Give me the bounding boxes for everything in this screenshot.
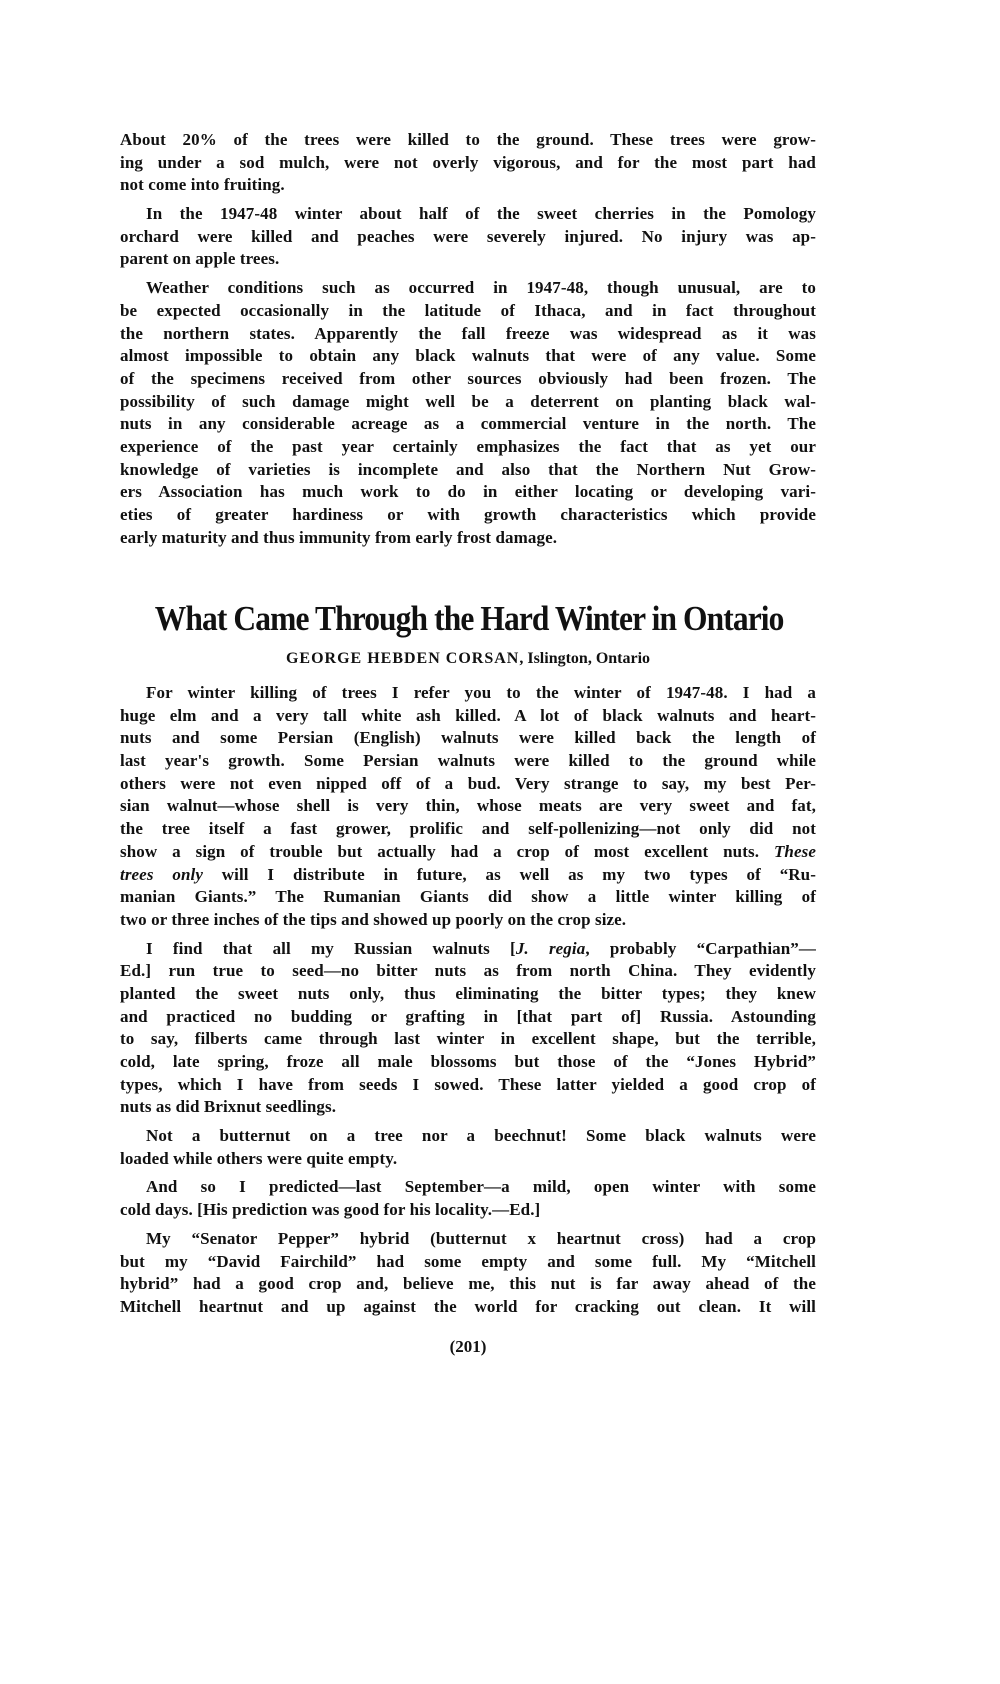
text-line: ing under a sod mulch, were not overly vigorous, and for the most part had bbox=[120, 152, 816, 172]
text-line: to say, filberts came through last winter in excellent shape, but the terrible, bbox=[120, 1029, 816, 1049]
text-line: huge elm and a very tall white ash killed. A lot of black walnuts and heart- bbox=[120, 705, 816, 725]
text-line: In the 1947-48 winter about half of the sweet cherries in the Pomology bbox=[146, 204, 816, 224]
text-line: Not a butternut on a tree nor a beechnut! Some black walnuts were bbox=[146, 1126, 816, 1146]
text-line: others were not even nipped off of a bud. Very strange to say, my best Per- bbox=[120, 773, 816, 793]
text-line: nuts as did Brixnut seedlings. bbox=[120, 1097, 337, 1117]
text-line: ers Association has much work to do in either locating or developing vari- bbox=[120, 482, 816, 502]
paragraph bbox=[120, 938, 816, 1120]
text-line: but my “David Fairchild” had some empty and some full. My “Mitchell bbox=[120, 1251, 816, 1271]
italic-text: trees only bbox=[120, 864, 203, 884]
italic-text: J. regia bbox=[515, 938, 586, 958]
text-segment: , probably “Carpathian”— bbox=[585, 938, 816, 958]
author-location: , Islington, Ontario bbox=[519, 650, 651, 667]
article-body bbox=[120, 682, 816, 1325]
text-line: be expected occasionally in the latitude of Ithaca, and in fact throughout bbox=[120, 300, 816, 320]
italic-text: These bbox=[773, 841, 816, 861]
text-line: My “Senator Pepper” hybrid (butternut x heartnut cross) had a crop bbox=[146, 1228, 816, 1248]
paragraph bbox=[120, 277, 816, 549]
text-line: eties of greater hardiness or with growth characteristics which provide bbox=[120, 505, 816, 524]
text-line: cold, late spring, froze all male blossoms but those of the “Jones Hybrid” bbox=[120, 1052, 816, 1071]
paragraph bbox=[120, 682, 816, 932]
page-number: (201) bbox=[449, 1337, 487, 1356]
text-line: Ed.] run true to seed—no bitter nuts as from north China. They evidently bbox=[120, 961, 816, 981]
paragraph bbox=[120, 203, 816, 271]
continued-text-section bbox=[120, 129, 816, 555]
text-line: manian Giants.” The Rumanian Giants did show a little winter killing of bbox=[120, 887, 816, 907]
article-title: What Came Through the Hard Winter in Ontario bbox=[154, 599, 784, 638]
paragraph bbox=[120, 1228, 816, 1319]
text-line: not come into fruiting. bbox=[120, 175, 285, 195]
text-line bbox=[120, 938, 816, 961]
text-line: parent on apple trees. bbox=[120, 249, 280, 269]
text-line: almost impossible to obtain any black walnuts that were of any value. Some bbox=[120, 346, 816, 366]
text-line: types, which I have from seeds I sowed. These latter yielded a good crop of bbox=[120, 1074, 816, 1094]
author-name: GEORGE HEBDEN CORSAN bbox=[285, 650, 520, 667]
text-line: possibility of such damage might well be a deterrent on planting black wal- bbox=[120, 391, 816, 411]
paragraph bbox=[120, 1176, 816, 1221]
text-line: two or three inches of the tips and showed up poorly on the crop size. bbox=[120, 909, 627, 929]
text-line: hybrid” had a good crop and, believe me, this nut is far away ahead of the bbox=[120, 1274, 816, 1294]
text-line: and practiced no budding or grafting in [that part of] Russia. Astounding bbox=[120, 1006, 816, 1026]
text-line bbox=[120, 841, 816, 864]
text-line: About 20% of the trees were killed to the ground. These trees were grow- bbox=[120, 130, 816, 149]
text-line: sian walnut—whose shell is very thin, whose meats are very sweet and fat, bbox=[120, 796, 816, 816]
text-line: Weather conditions such as occurred in 1947-48, though unusual, are to bbox=[146, 278, 816, 298]
text-line: nuts and some Persian (English) walnuts were killed back the length of bbox=[120, 728, 816, 748]
text-line: experience of the past year certainly emphasizes the fact that as yet our bbox=[120, 436, 816, 456]
text-segment: show a sign of trouble but actually had a crop of most excellent nuts. bbox=[120, 841, 774, 861]
text-line: Mitchell heartnut and up against the world for cracking out clean. It will bbox=[120, 1296, 816, 1316]
text-line: the northern states. Apparently the fall freeze was widespread as it was bbox=[120, 323, 816, 343]
paragraph bbox=[120, 1125, 816, 1170]
text-line: nuts in any considerable acreage as a commercial venture in the north. The bbox=[120, 414, 816, 434]
paragraph bbox=[120, 129, 816, 197]
text-line: planted the sweet nuts only, thus eliminating the bitter types; they knew bbox=[120, 983, 816, 1003]
text-line: For winter killing of trees I refer you to the winter of 1947-48. I had a bbox=[146, 683, 816, 702]
text-line: early maturity and thus immunity from early frost damage. bbox=[120, 527, 558, 547]
text-line: the tree itself a fast grower, prolific and self-pollenizing—not only did not bbox=[120, 819, 816, 839]
text-line: last year's growth. Some Persian walnuts were killed to the ground while bbox=[120, 751, 816, 771]
text-segment: I find that all my Russian walnuts [ bbox=[146, 938, 516, 958]
text-line: knowledge of varieties is incomplete and also that the Northern Nut Grow- bbox=[120, 459, 816, 479]
text-line: loaded while others were quite empty. bbox=[120, 1148, 398, 1168]
article-byline bbox=[120, 648, 816, 670]
text-line: cold days. [His prediction was good for his locality.—Ed.] bbox=[120, 1200, 541, 1220]
text-line: of the specimens received from other sources obviously had been frozen. The bbox=[120, 368, 816, 388]
text-line: orchard were killed and peaches were severely injured. No injury was ap- bbox=[120, 226, 816, 246]
text-line: And so I predicted—last September—a mild, open winter with some bbox=[146, 1177, 816, 1197]
text-line bbox=[120, 864, 816, 887]
text-segment: will I distribute in future, as well as my two types of “Ru- bbox=[202, 864, 816, 884]
